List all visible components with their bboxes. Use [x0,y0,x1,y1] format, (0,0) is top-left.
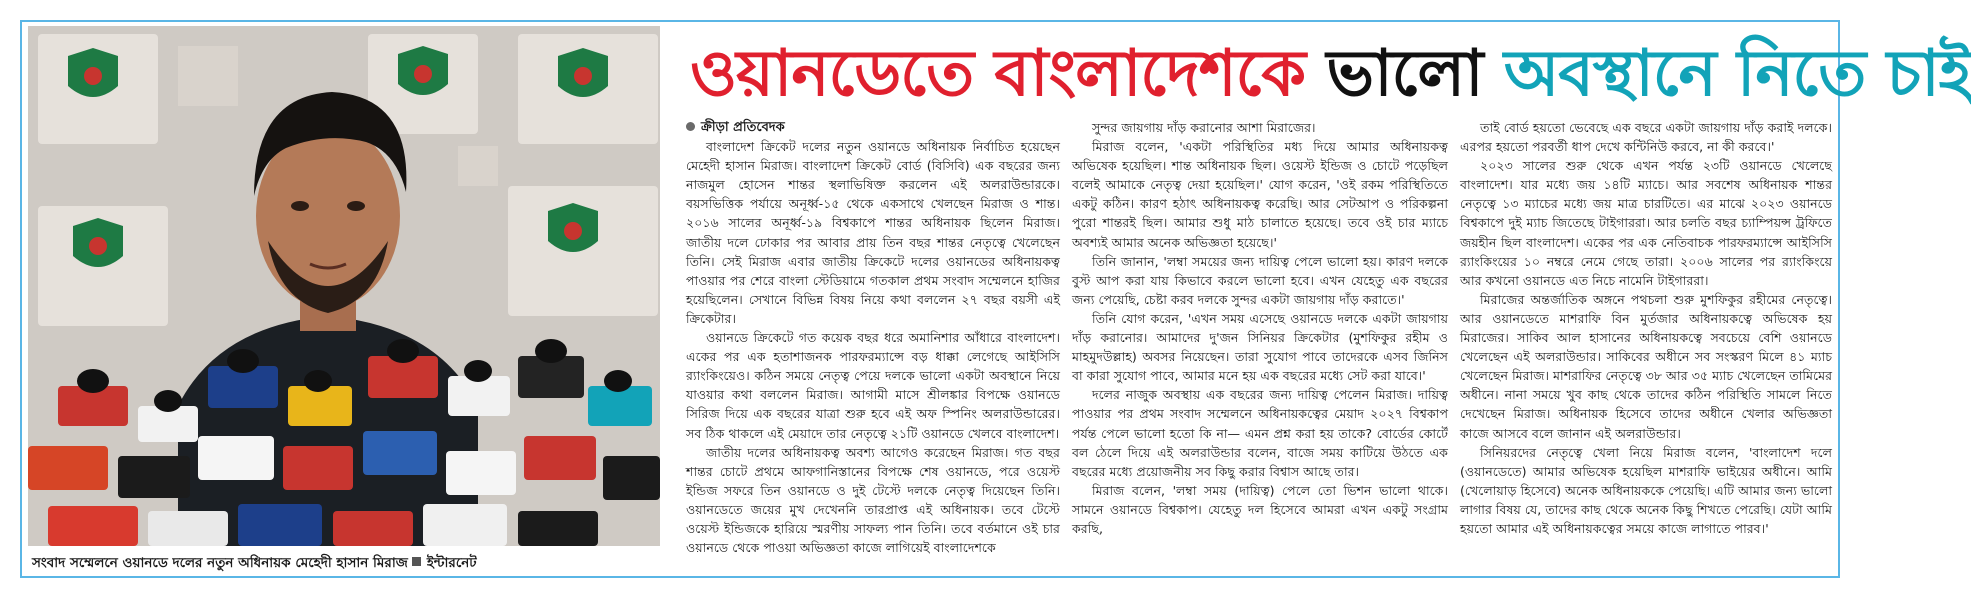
photo-caption [32,552,672,574]
paragraph: জাতীয় দলের অধিনায়কত্ব অবশ্য আগেও করেছেন মিরাজ। গত বছর শান্তর চোটে প্রথমে আফগানিস্তানের বিপক্ষে শেষ ওয়ানডে, পরে ওয়েস্ট ইন্ডিজ সফরে তিন ওয়ানডে ও দুই টেস্টে দলকে নেতৃত্ব দিয়েছেন তিনি। ওয়ানডেতে জয়ের মুখ দেখেননি তারপ্রাপ্ত এই অধিনায়ক। তবে টেস্টে ওয়েস্ট ইন্ডিজকে হারিয়ে স্মরণীয় সাফল্য পান তিনি। তবে বর্তমানে ওই চার ওয়ানডে থেকে পাওয়া অভিজ্ঞতা কাজে লাগিয়েই বাংলাদেশকে [686,444,1060,556]
article-column-3 [1460,118,1832,574]
paragraph: মিরাজ বলেন, 'একটা পরিস্থিতির মধ্য দিয়ে আমার অধিনায়কত্ব অভিষেক হয়েছিল। শান্ত অধিনায়ক ছিল। ওয়েস্ট ইন্ডিজ ও চোটে পড়েছিল বলেই আমাকে নেতৃত্ব দেয়া হয়েছিল।' যোগ করেন, 'ওই রকম পরিস্থিতিতে একটু কঠিন। কারণ হঠাৎ অধিনায়কত্ব করেছি। আর সেটআপ ও পরিকল্পনা পুরো শান্তরই ছিল। আমার শুধু মাঠ চালাতে হয়েছে। তবে ওই চার ম্যাচে অবশ্যই আমার অনেক অভিজ্ঞতা হয়েছে।' [1072,139,1448,250]
byline-bullet-icon [686,122,695,131]
press-conference-photo [28,26,660,546]
byline-text: ক্রীড়া প্রতিবেদক [701,120,785,135]
article-column-2 [1072,118,1448,574]
byline [686,118,1060,137]
paragraph: তাই বোর্ড হয়তো ভেবেছে এক বছরে একটা জায়গায় দাঁড় করাই দলকে। এরপর হয়তো পরবর্তী ধাপ দেখে কন্টিনিউ করবে, না কী করবে।' [1460,120,1832,155]
headline-part-black: ভালো [1326,37,1504,111]
paragraph: সুন্দর জায়গায় দাঁড় করানোর আশা মিরাজের। [1092,120,1316,135]
caption-credit: ইন্টারনেট [426,555,477,571]
paragraph: সিনিয়রদের নেতৃত্বে খেলা নিয়ে মিরাজ বলেন, 'বাংলাদেশ দলে (ওয়ানডেতে) আমার অভিষেক হয়েছিল মাশরাফি ভাইয়ের অধীনে। আমি (খেলোয়াড় হিসেবে) অনেক অধিনায়ককে পেয়েছি। এটি আমার জন্য ভালো লাগার বিষয় যে, তাদের কাছ থেকে অনেক কিছু শিখতে পেরেছি। যেটা আমি হয়তো আমার এই অধিনায়কত্বের সময়ে কাজে লাগাতে পারব।' [1460,444,1832,536]
paragraph: বাংলাদেশ ক্রিকেট দলের নতুন ওয়ানডে অধিনায়ক নির্বাচিত হয়েছেন মেহেদী হাসান মিরাজ। বাংলাদেশ ক্রিকেট বোর্ড (বিসিবি) এক বছরের জন্য নাজমুল হোসেন শান্তর স্থলাভিষিক্ত করলেন এই অলরাউন্ডারকে। বয়সভিত্তিক পর্যায়ে অনূর্ধ্ব-১৫ থেকে একসাথে খেলছেন মিরাজ ও শান্ত। ২০১৬ সালের অনূর্ধ্ব-১৯ বিশ্বকাপে শান্তর অধিনায়ক ছিলেন মিরাজ। জাতীয় দলে ঢোকার পর আবার প্রায় তিন বছর শান্তর নেতৃত্বে খেলেছেন তিনি। সেই মিরাজ এবার জাতীয় ক্রিকেটে দলের ওয়ানডের অধিনায়কত্ব পাওয়ার পর শেরে বাংলা স্টেডিয়ামে গতকাল প্রথম সংবাদ সম্মেলনে হাজির হয়েছিলেন। সেখানে বিভিন্ন বিষয় নিয়ে কথা বললেন ২৭ বছর বয়সী এই ক্রিকেটার। [686,139,1060,326]
caption-separator-icon [412,557,421,566]
press-photo-illustration [28,26,660,546]
paragraph: তিনি জানান, 'লম্বা সময়ের জন্য দায়িত্ব পেলে ভালো হয়। কারণ দলকে বুস্ট আপ করা যায় কিভাবে করলে ভালো হবে। এখন যেহেতু এক বছরের জন্য পেয়েছি, চেষ্টা করব দলকে সুন্দর একটা জায়গায় দাঁড় করাতে।' [1072,253,1448,307]
paragraph: মিরাজ বলেন, 'লম্বা সময় (দায়িত্ব) পেলে তো ভিশন ভালো থাকে। সামনে ওয়ানডে বিশ্বকাপ। যেহেতু দল হিসেবে আমরা এখন একটু সংগ্রাম করছি, [1072,482,1448,536]
paragraph: ২০২৩ সালের শুরু থেকে এখন পর্যন্ত ২৩টি ওয়ানডে খেলেছে বাংলাদেশ। যার মধ্যে জয় ১৪টি ম্যাচে। আর সবশেষ অধিনায়ক শান্তর নেতৃত্বে ১৩ ম্যাচের মধ্যে জয় মাত্র চারটিতে। এর মাঝে ২০২৩ ওয়ানডে বিশ্বকাপে দুই ম্যাচ জিতেছে টাইগাররা। আর চলতি বছর চ্যাম্পিয়ন্স ট্রফিতে জয়হীন ছিল বাংলাদেশ। একের পর এক নেতিবাচক পারফরম্যান্সে আইসিসি র‍্যাংকিংয়ের ১০ নম্বরে নেমে গেছে তারা। ২০০৬ সালের পর র‍্যাংকিংয়ে আর কখনো ওয়ানডে এত নিচে নামেনি টাইগাররা। [1460,158,1832,288]
article-column-1 [686,118,1060,574]
paragraph: মিরাজের অন্তর্জাতিক অঙ্গনে পথচলা শুরু মুশফিকুর রহীমের নেতৃত্বে। আর ওয়ানডেতে মাশরাফি বিন মুর্তজার অধিনায়কত্বে অভিষেক হয় মিরাজের। সাকিব আল হাসানের অধিনায়কত্বে সবচেয়ে বেশি ওয়ানডে খেলেছেন এই অলরাউন্ডার। সাকিবের অধীনে সব সংস্করণ মিলে ৪১ ম্যাচ খেলেছেন মিরাজ। মাশরাফির নেতৃত্বে ৩৮ আর ৩৫ ম্যাচ খেলেছেন তামিমের অধীনে। নানা সময়ে খুব কাছ থেকে তাদের কঠিন পরিস্থিতি সামলে নিতে দেখেছেন মিরাজ। অধিনায়ক হিসেবে তাদের অধীনে খেলার অভিজ্ঞতা কাজে আসবে বলে জানান এই অলরাউন্ডার। [1460,291,1832,441]
paragraph: তিনি যোগ করেন, 'এখন সময় এসেছে ওয়ানডে দলকে একটা জায়গায় দাঁড় করানোর। আমাদের দু'জন সিনিয়র ক্রিকেটার (মুশফিকুর রহীম ও মাহমুদউল্লাহ) অবসর নিয়েছেন। তারা সুযোগ পাবে তাদেরকে এসব জিনিস বা কারা সুযোগ পাবে, আমার মনে হয় এক বছরের মধ্যে সেট করা যাবে।' [1072,310,1448,384]
caption-text: সংবাদ সম্মেলনে ওয়ানডে দলের নতুন অধিনায়ক মেহেদী হাসান মিরাজ [32,555,408,571]
paragraph: দলের নাজুক অবস্থায় এক বছরের জন্য দায়িত্ব পেলেন মিরাজ। দায়িত্ব পাওয়ার পর প্রথম সংবাদ সম্মেলনে অধিনায়কত্বের মেয়াদ ২০২৭ বিশ্বকাপ পর্যন্ত পেলে ভালো হতো কি না— এমন প্রশ্ন করা হয় তাকে? বোর্ডের কোর্টে বল ঠেলে দিয়ে এই অলরাউন্ডার বলেন, বাজে সময় কাটিয়ে উঠতে এক বছরের মধ্যে প্রয়োজনীয় সব কিছু করার বিশ্বাস আছে তার। [1072,387,1448,479]
paragraph: ওয়ানডে ক্রিকেটে গত কয়েক বছর ধরে অমানিশার আঁধারে বাংলাদেশ। একের পর এক হতাশাজনক পারফরম্যান্সে বড় ধাক্কা লেগেছে আইসিসি র‍্যাংকিংয়েও। কঠিন সময়ে নেতৃত্ব পেয়ে দলকে ভালো একটা অবস্থানে নিয়ে যাওয়ার কথা বললেন মিরাজ। আগামী মাসে শ্রীলঙ্কার বিপক্ষে ওয়ানডে সিরিজ দিয়ে এক বছরের যাত্রা শুরু হবে এই অফ স্পিনিং অলরাউন্ডারের। সব ঠিক থাকলে এই মেয়াদে তার নেতৃত্বে ২১টি ওয়ানডে খেলবে বাংলাদেশ। [686,330,1060,441]
headline-part-teal: অবস্থানে নিতে চাই [1503,37,1971,111]
article-headline [690,30,1971,118]
headline-part-red: ওয়ানডেতে বাংলাদেশকে [690,37,1327,111]
